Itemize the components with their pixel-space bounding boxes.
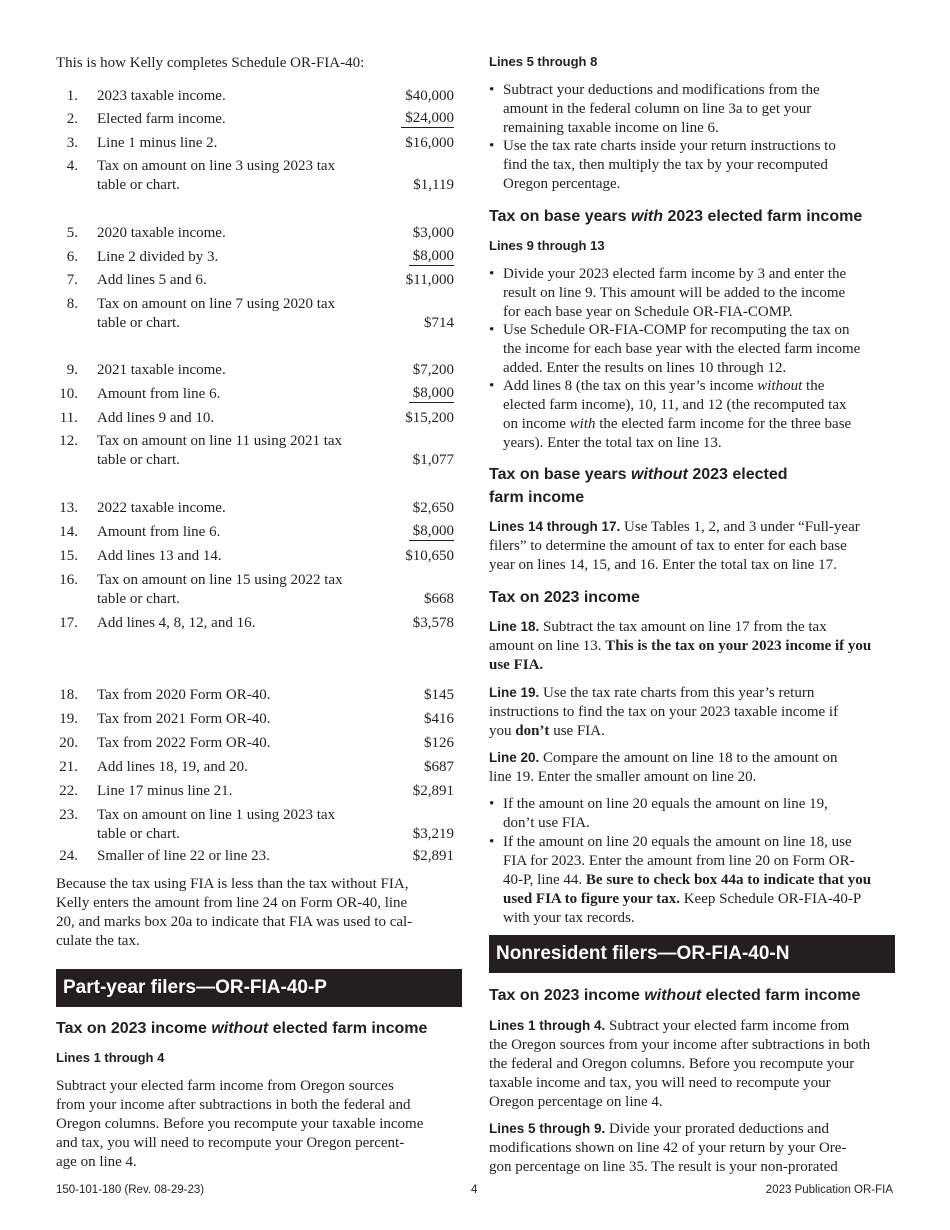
line-amount: $11,000 <box>405 272 454 288</box>
footer-publication: 2023 Publication OR-FIA <box>765 1184 893 1196</box>
line-amount: $15,200 <box>405 410 454 426</box>
line-amount: $687 <box>424 759 454 775</box>
bullet-icon: • <box>489 796 495 812</box>
line-amount: $8,000 <box>409 248 454 266</box>
bullet-icon: • <box>489 834 495 850</box>
line-description: 2020 taxable income. <box>97 225 226 241</box>
bullet-icon: • <box>489 378 495 394</box>
line-amount: $3,578 <box>412 615 454 631</box>
line-amount: $145 <box>424 687 454 703</box>
line-number: 8. <box>66 296 78 312</box>
line-number: 18. <box>59 687 78 703</box>
nonresident-heading: Tax on 2023 income without elected farm income <box>489 987 861 1004</box>
bullet-icon: • <box>489 138 495 154</box>
line-number: 4. <box>66 158 78 174</box>
line-number: 14. <box>59 524 78 540</box>
line-19-text: Line 19. Use the tax rate charts from this year’s return instructions to find the tax on your 2023 taxable income if you don’t use FIA. <box>489 685 839 739</box>
tax-2023-heading: Tax on 2023 income <box>489 589 640 606</box>
line-number: 1. <box>66 88 78 104</box>
part-year-banner: Part-year filers—OR-FIA-40-P <box>56 969 462 1007</box>
line-number: 7. <box>66 272 78 288</box>
example-intro: This is how Kelly completes Schedule OR-FIA-40: <box>56 55 365 71</box>
line-number: 15. <box>59 548 78 564</box>
line-amount: $2,650 <box>412 500 454 516</box>
nonresident-lines-1-4-text: Lines 1 through 4. Subtract your elected farm income from the Oregon sources from your income after subtractions in both the federal and Oregon columns. Before you recompute your taxable income and tax, you will need to recompute your Oregon percentage on line 4. <box>489 1018 871 1110</box>
line-number: 21. <box>59 759 78 775</box>
bullet-subtract-deductions: • Subtract your deductions and modifications from the amount in the federal column on line 3a to get your remaining taxable income on line 6. <box>489 82 820 136</box>
bullet-icon: • <box>489 322 495 338</box>
line-number: 10. <box>59 386 78 402</box>
line-number: 24. <box>59 848 78 864</box>
bullet-line-20-equals-18: • If the amount on line 20 equals the amount on line 18, use FIA for 2023. Enter the amount from line 20 on Form OR- 40-P, line 44. Be sure to check box 44a to indicate that you used FIA to figure your tax. Keep Schedule OR-FIA-40-P with your tax records. <box>489 834 872 926</box>
line-description: Add lines 13 and 14. <box>97 548 222 564</box>
lines-14-17-text: Lines 14 through 17. Use Tables 1, 2, and 3 under “Full-year filers” to determine the amount of tax to enter for each base year on lines 14, 15, and 16. Enter the total tax on line 17. <box>489 519 860 573</box>
line-amount: $8,000 <box>409 523 454 541</box>
line-amount: $126 <box>424 735 454 751</box>
line-description: Tax on amount on line 3 using 2023 tax table or chart. <box>97 158 336 193</box>
line-description: Tax from 2021 Form OR-40. <box>97 711 271 727</box>
line-amount: $16,000 <box>405 135 454 151</box>
bullet-icon: • <box>489 82 495 98</box>
line-description: Elected farm income. <box>97 111 226 127</box>
line-amount: $40,000 <box>405 88 454 104</box>
line-number: 6. <box>66 249 78 265</box>
line-18-text: Line 18. Subtract the tax amount on line 17 from the tax amount on line 13. This is the tax on your 2023 income if you use FIA. <box>489 619 872 673</box>
line-number: 5. <box>66 225 78 241</box>
line-description: Tax on amount on line 11 using 2021 tax table or chart. <box>97 433 343 468</box>
line-number: 17. <box>59 615 78 631</box>
line-description: Tax from 2022 Form OR-40. <box>97 735 271 751</box>
line-amount: $2,891 <box>412 848 454 864</box>
line-20-text: Line 20. Compare the amount on line 18 to the amount on line 19. Enter the smaller amount on line 20. <box>489 750 838 785</box>
line-description: Line 1 minus line 2. <box>97 135 218 151</box>
part-year-lines-1-4-text: Subtract your elected farm income from Oregon sources from your income after subtractions in both the federal and Oregon columns. Before you recompute your taxable income and tax, you will need to recompute your Oregon percent- age on line 4. <box>56 1078 424 1170</box>
line-number: 20. <box>59 735 78 751</box>
line-amount: $8,000 <box>409 385 454 403</box>
line-description: Tax on amount on line 15 using 2022 tax table or chart. <box>97 572 343 607</box>
bullet-divide-income: • Divide your 2023 elected farm income by 3 and enter the result on line 9. This amount will be added to the income for each base year on Schedule OR-FIA-COMP. <box>489 266 847 320</box>
line-description: 2022 taxable income. <box>97 500 226 516</box>
line-amount: $416 <box>424 711 454 727</box>
line-number: 22. <box>59 783 78 799</box>
line-number: 9. <box>66 362 78 378</box>
footer-page-number: 4 <box>471 1184 478 1196</box>
line-description: Tax on amount on line 7 using 2020 tax table or chart. <box>97 296 336 331</box>
base-years-without-heading: Tax on base years without 2023 elected farm income <box>489 466 788 506</box>
line-amount: $1,077 <box>412 452 454 468</box>
because-paragraph: Because the tax using FIA is less than the tax without FIA, Kelly enters the amount from line 24 on Form OR-40, line 20, and marks box 20a to indicate that FIA was used to cal- culate the tax. <box>56 876 413 949</box>
line-amount: $668 <box>424 591 454 607</box>
line-description: Add lines 9 and 10. <box>97 410 215 426</box>
line-description: Line 17 minus line 21. <box>97 783 233 799</box>
line-description: Tax from 2020 Form OR-40. <box>97 687 271 703</box>
line-description: 2023 taxable income. <box>97 88 226 104</box>
line-number: 3. <box>66 135 78 151</box>
line-number: 11. <box>59 410 78 426</box>
nonresident-banner: Nonresident filers—OR-FIA-40-N <box>489 935 895 973</box>
line-description: Amount from line 6. <box>97 524 221 540</box>
line-description: 2021 taxable income. <box>97 362 226 378</box>
line-description: Add lines 18, 19, and 20. <box>97 759 248 775</box>
bullet-icon: • <box>489 266 495 282</box>
line-number: 23. <box>59 807 78 823</box>
lines-5-8-heading: Lines 5 through 8 <box>489 54 598 69</box>
part-year-lines-1-4-heading: Lines 1 through 4 <box>56 1050 165 1065</box>
line-number: 19. <box>59 711 78 727</box>
line-amount: $3,219 <box>412 826 454 842</box>
bullet-tax-rate-charts: • Use the tax rate charts inside your return instructions to find the tax, then multiply the tax by your recomputed Oregon percentage. <box>489 138 836 192</box>
line-number: 16. <box>59 572 78 588</box>
line-amount: $1,119 <box>413 177 454 193</box>
line-description: Add lines 4, 8, 12, and 16. <box>97 615 256 631</box>
line-description: Amount from line 6. <box>97 386 221 402</box>
footer-form-number: 150-101-180 (Rev. 08-29-23) <box>56 1184 205 1196</box>
part-year-heading: Tax on 2023 income without elected farm income <box>56 1020 428 1037</box>
bullet-line-20-equals-19: • If the amount on line 20 equals the amount on line 19, don’t use FIA. <box>489 796 828 831</box>
line-description: Add lines 5 and 6. <box>97 272 207 288</box>
bullet-use-comp-schedule: • Use Schedule OR-FIA-COMP for recomputing the tax on the income for each base year with the elected farm income added. Enter the results on lines 10 through 12. <box>489 322 861 376</box>
line-number: 12. <box>59 433 78 449</box>
base-years-with-heading: Tax on base years with 2023 elected farm income <box>489 208 863 225</box>
line-description: Smaller of line 22 or line 23. <box>97 848 270 864</box>
nonresident-lines-5-9-text: Lines 5 through 9. Divide your prorated deductions and modifications shown on line 42 of your return by your Ore- gon percentage on line 35. The result is your non-prorated <box>489 1121 847 1175</box>
line-amount: $24,000 <box>401 110 454 128</box>
line-description: Tax on amount on line 1 using 2023 tax table or chart. <box>97 807 336 842</box>
line-number: 13. <box>59 500 78 516</box>
line-amount: $3,000 <box>412 225 454 241</box>
line-number: 2. <box>66 111 78 127</box>
lines-9-13-heading: Lines 9 through 13 <box>489 238 605 253</box>
line-amount: $2,891 <box>412 783 454 799</box>
line-amount: $714 <box>424 315 454 331</box>
line-description: Line 2 divided by 3. <box>97 249 219 265</box>
line-amount: $10,650 <box>405 548 454 564</box>
bullet-add-lines: • Add lines 8 (the tax on this year’s income without the elected farm income), 10, 11, and 12 (the recomputed tax on income with the elected farm income for the three base years). Enter the total tax on line 13. <box>489 378 852 451</box>
line-amount: $7,200 <box>412 362 454 378</box>
